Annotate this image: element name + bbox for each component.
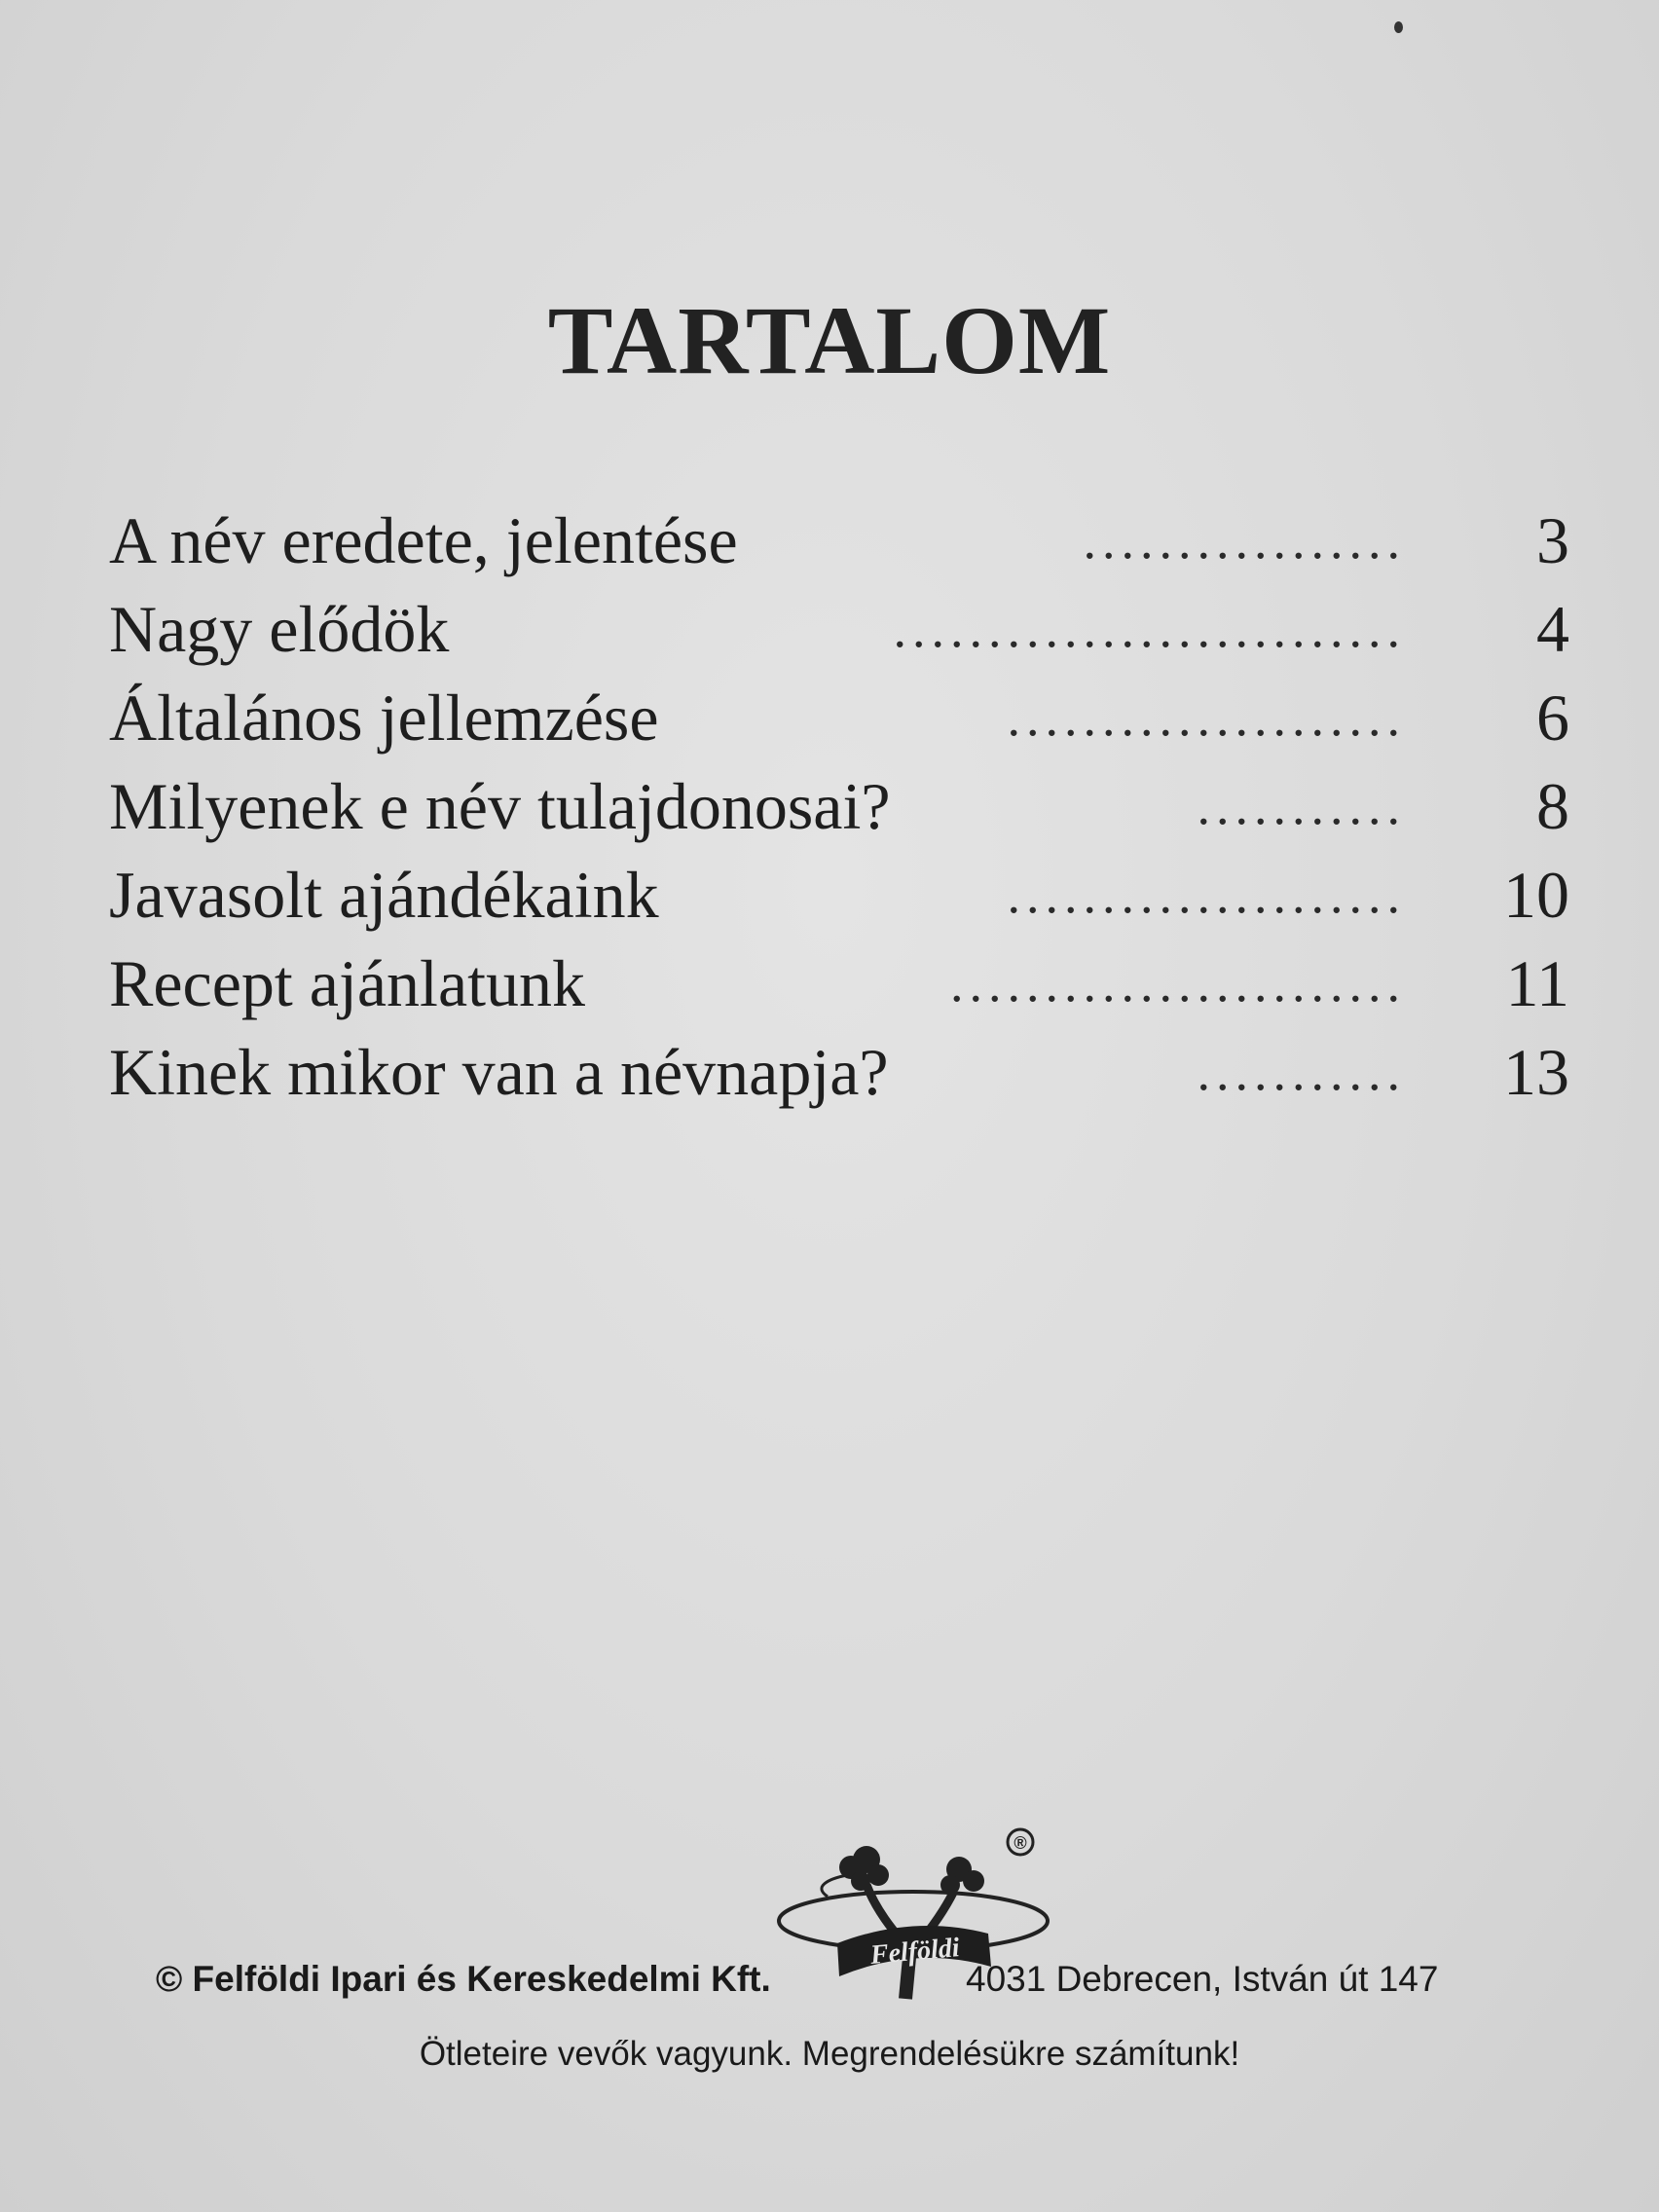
toc-leader-dots: ........... — [1197, 1043, 1406, 1101]
toc-leader-dots: ..................... — [1007, 866, 1406, 924]
company-address: 4031 Debrecen, István út 147 — [966, 1959, 1439, 1999]
toc-row — [109, 940, 1569, 1028]
toc-row — [109, 674, 1569, 762]
toc-row — [109, 1028, 1569, 1117]
toc-leader-dots: ..................... — [1007, 688, 1406, 747]
toc-row — [109, 762, 1569, 851]
toc-label: Javasolt ajándékaink — [109, 858, 659, 932]
toc-page-number: 11 — [1505, 946, 1569, 1020]
slogan: Ötleteire vevők vagyunk. Megrendelésükre számítunk! — [419, 2035, 1240, 2073]
toc-row — [109, 851, 1569, 940]
company-name: © Felföldi Ipari és Kereskedelmi Kft. — [156, 1959, 771, 1999]
toc-label: Recept ajánlatunk — [109, 946, 586, 1020]
svg-text:®: ® — [1014, 1833, 1027, 1853]
toc-label: A név eredete, jelentése — [109, 503, 738, 577]
toc-page-number: 10 — [1503, 858, 1569, 932]
toc-page-number: 13 — [1503, 1035, 1569, 1109]
toc-leader-dots: ................. — [1083, 511, 1406, 570]
toc-row — [109, 585, 1569, 674]
table-of-contents — [109, 497, 1569, 1117]
toc-leader-dots: ........................ — [950, 954, 1406, 1013]
ink-speck — [1394, 21, 1403, 33]
toc-leader-dots: ........... — [1197, 777, 1406, 835]
page-title: TARTALOM — [547, 286, 1112, 394]
toc-label: Milyenek e név tulajdonosai? — [109, 769, 891, 843]
toc-page-number: 6 — [1536, 681, 1569, 755]
toc-page-number: 3 — [1536, 503, 1569, 577]
toc-label: Nagy elődök — [109, 592, 450, 666]
toc-label: Általános jellemzése — [109, 681, 659, 755]
toc-leader-dots: ........................... — [893, 600, 1406, 658]
svg-text:Felföldi: Felföldi — [868, 1933, 961, 1971]
toc-page-number: 8 — [1536, 769, 1569, 843]
toc-page-number: 4 — [1536, 592, 1569, 666]
publisher-line — [156, 1959, 1519, 2000]
toc-row — [109, 497, 1569, 585]
toc-label: Kinek mikor van a névnapja? — [109, 1035, 889, 1109]
